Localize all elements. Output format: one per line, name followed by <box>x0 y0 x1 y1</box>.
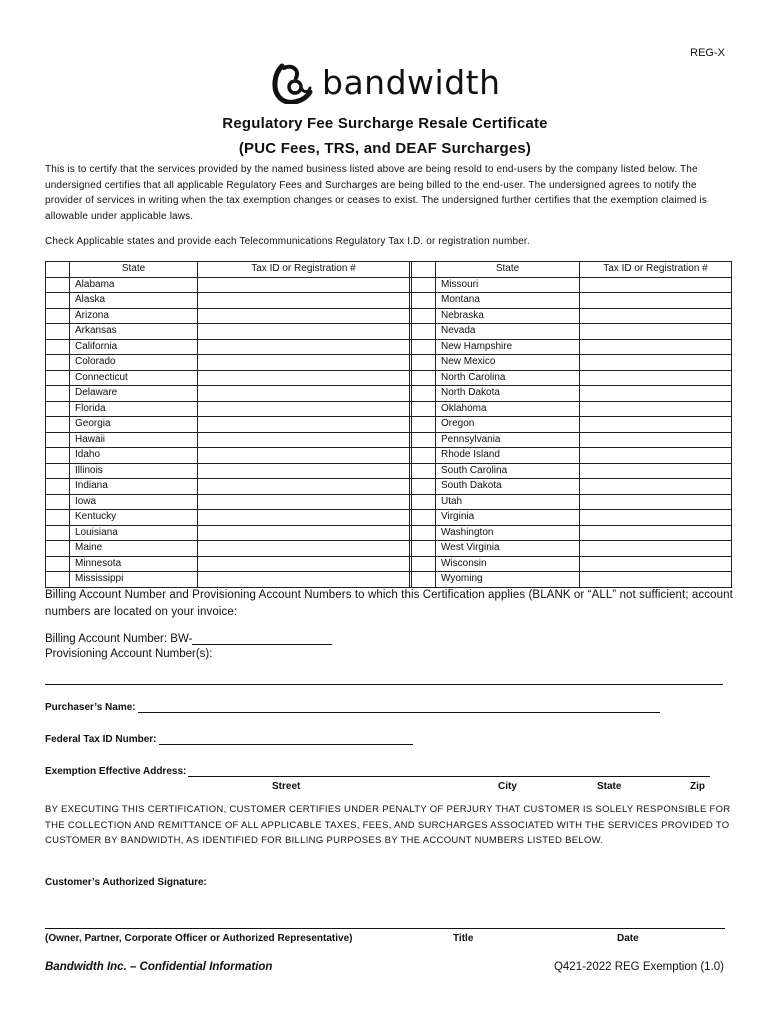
state-checkbox[interactable] <box>412 510 436 526</box>
billing-account-row <box>45 631 332 645</box>
state-name: Montana <box>436 293 580 309</box>
state-name: Washington <box>436 525 580 541</box>
state-checkbox[interactable] <box>46 308 70 324</box>
tax-id-field[interactable] <box>198 339 410 355</box>
state-name: Arkansas <box>70 324 198 340</box>
street-label: Street <box>272 781 301 792</box>
page-title: Regulatory Fee Surcharge Resale Certificate <box>222 115 548 132</box>
tax-id-field[interactable] <box>198 417 410 433</box>
state-checkbox[interactable] <box>412 463 436 479</box>
tax-id-field[interactable] <box>580 417 732 433</box>
federal-tax-row <box>45 733 413 745</box>
tax-id-field[interactable] <box>580 541 732 557</box>
state-name: Rhode Island <box>436 448 580 464</box>
tax-id-field[interactable] <box>198 293 410 309</box>
purchaser-row <box>45 701 660 713</box>
page-subtitle: (PUC Fees, TRS, and DEAF Surcharges) <box>238 140 532 157</box>
state-name: Illinois <box>70 463 198 479</box>
date-label: Date <box>617 933 639 944</box>
state-checkbox[interactable] <box>412 417 436 433</box>
tax-id-field[interactable] <box>198 355 410 371</box>
state-name: Idaho <box>70 448 198 464</box>
state-name: Louisiana <box>70 525 198 541</box>
table-row <box>46 510 732 526</box>
table-row <box>46 401 732 417</box>
state-name: Maine <box>70 541 198 557</box>
document-code: REG-X <box>690 47 725 59</box>
tax-id-field[interactable] <box>580 525 732 541</box>
state-checkbox[interactable] <box>46 401 70 417</box>
state-name: Colorado <box>70 355 198 371</box>
tax-id-field[interactable] <box>198 432 410 448</box>
state-checkbox[interactable] <box>46 510 70 526</box>
state-checkbox[interactable] <box>412 370 436 386</box>
city-label: City <box>498 781 517 792</box>
state-name: South Dakota <box>436 479 580 495</box>
tax-id-field[interactable] <box>198 386 410 402</box>
tax-id-field[interactable] <box>198 479 410 495</box>
tax-id-field[interactable] <box>198 277 410 293</box>
purchaser-label: Purchaser’s Name: <box>45 702 136 713</box>
state-name: Delaware <box>70 386 198 402</box>
state-checkbox[interactable] <box>46 494 70 510</box>
tax-id-field[interactable] <box>580 494 732 510</box>
state-name: Wisconsin <box>436 556 580 572</box>
state-name: West Virginia <box>436 541 580 557</box>
tax-id-field[interactable] <box>198 525 410 541</box>
state-checkbox[interactable] <box>412 308 436 324</box>
table-row <box>46 324 732 340</box>
state-checkbox[interactable] <box>412 448 436 464</box>
state-name: California <box>70 339 198 355</box>
state-name: Oklahoma <box>436 401 580 417</box>
tax-id-field[interactable] <box>580 277 732 293</box>
provisioning-label: Provisioning Account Number(s): <box>45 648 213 660</box>
table-header-row <box>46 262 732 278</box>
state-name: Utah <box>436 494 580 510</box>
state-name: Connecticut <box>70 370 198 386</box>
state-name: Missouri <box>436 277 580 293</box>
state-checkbox[interactable] <box>46 525 70 541</box>
state-checkbox[interactable] <box>412 277 436 293</box>
signature-role-label: (Owner, Partner, Corporate Officer or Authorized Representative) <box>45 933 353 944</box>
table-row <box>46 339 732 355</box>
state-checkbox[interactable] <box>412 556 436 572</box>
tax-id-header: Tax ID or Registration # <box>198 262 410 278</box>
checkbox-header <box>46 262 70 278</box>
tax-id-field[interactable] <box>198 308 410 324</box>
state-checkbox[interactable] <box>46 479 70 495</box>
state-checkbox[interactable] <box>412 293 436 309</box>
title-label: Title <box>453 933 474 944</box>
checkbox-header <box>412 262 436 278</box>
state-name: Pennsylvania <box>436 432 580 448</box>
state-checkbox[interactable] <box>46 556 70 572</box>
state-name: South Carolina <box>436 463 580 479</box>
state-name: Georgia <box>70 417 198 433</box>
tax-id-field[interactable] <box>198 370 410 386</box>
tax-id-field[interactable] <box>580 293 732 309</box>
logo-wordmark: bandwidth <box>322 62 501 102</box>
tax-id-field[interactable] <box>580 572 732 588</box>
table-row <box>46 386 732 402</box>
state-name: Indiana <box>70 479 198 495</box>
state-checkbox[interactable] <box>412 572 436 588</box>
tax-id-field[interactable] <box>198 324 410 340</box>
state-checkbox[interactable] <box>412 494 436 510</box>
exemption-address-row <box>45 765 710 777</box>
state-label: State <box>597 781 622 792</box>
signature-label: Customer’s Authorized Signature: <box>45 877 207 888</box>
tax-id-field[interactable] <box>198 541 410 557</box>
state-checkbox[interactable] <box>412 386 436 402</box>
purchaser-name-field[interactable] <box>138 701 660 713</box>
state-name: Nevada <box>436 324 580 340</box>
table-row <box>46 293 732 309</box>
state-checkbox[interactable] <box>412 324 436 340</box>
table-row <box>46 479 732 495</box>
state-checkbox[interactable] <box>412 541 436 557</box>
tax-id-header: Tax ID or Registration # <box>580 262 732 278</box>
state-header: State <box>70 262 198 278</box>
state-checkbox[interactable] <box>46 448 70 464</box>
states-table <box>45 261 732 588</box>
legal-statement: BY EXECUTING THIS CERTIFICATION, CUSTOMER CERTIFIES UNDER PENALTY OF PERJURY THAT CUSTOMER IS SOLELY RESPONSIBLE FOR THE COLLECTION AND REMITTANCE OF ALL APPLICABLE TAXES, FEES, AND SURCHARGES ASSOCIATED WITH THE SERVICES PROVIDED TO CUSTOMER BY BANDWIDTH, AS IDENTIFIED FOR BILLING PURPOSES BY THE ACCOUNT NUMBERS LISTED BELOW. <box>45 804 731 846</box>
tax-id-field[interactable] <box>198 556 410 572</box>
state-name: Virginia <box>436 510 580 526</box>
zip-label: Zip <box>690 781 705 792</box>
table-row <box>46 572 732 588</box>
state-name: New Mexico <box>436 355 580 371</box>
table-row <box>46 463 732 479</box>
table-row <box>46 355 732 371</box>
tax-id-field[interactable] <box>580 432 732 448</box>
tax-id-field[interactable] <box>580 479 732 495</box>
tax-id-field[interactable] <box>580 386 732 402</box>
signature-field[interactable] <box>45 928 725 929</box>
state-checkbox[interactable] <box>46 463 70 479</box>
state-checkbox[interactable] <box>412 401 436 417</box>
state-checkbox[interactable] <box>412 525 436 541</box>
state-checkbox[interactable] <box>46 386 70 402</box>
state-checkbox[interactable] <box>46 277 70 293</box>
state-checkbox[interactable] <box>46 541 70 557</box>
tax-id-field[interactable] <box>580 401 732 417</box>
state-name: Kentucky <box>70 510 198 526</box>
state-name: Oregon <box>436 417 580 433</box>
exemption-address-field[interactable] <box>188 765 710 777</box>
state-checkbox[interactable] <box>46 339 70 355</box>
tax-id-field[interactable] <box>580 308 732 324</box>
tax-id-field[interactable] <box>198 494 410 510</box>
state-name: New Hampshire <box>436 339 580 355</box>
state-name: Iowa <box>70 494 198 510</box>
tax-id-field[interactable] <box>580 463 732 479</box>
table-row <box>46 417 732 433</box>
footer-confidential: Bandwidth Inc. – Confidential Information <box>45 961 273 973</box>
tax-id-field[interactable] <box>198 401 410 417</box>
tax-id-field[interactable] <box>580 556 732 572</box>
table-row <box>46 432 732 448</box>
state-checkbox[interactable] <box>46 355 70 371</box>
tax-id-field[interactable] <box>580 355 732 371</box>
billing-account-field[interactable] <box>192 631 332 645</box>
table-row <box>46 556 732 572</box>
state-name: Mississippi <box>70 572 198 588</box>
check-instruction: Check Applicable states and provide each Telecommunications Regulatory Tax I.D. or registration number. <box>45 236 530 247</box>
state-name: Wyoming <box>436 572 580 588</box>
tax-id-field[interactable] <box>580 339 732 355</box>
tax-id-field[interactable] <box>198 463 410 479</box>
federal-tax-id-field[interactable] <box>159 733 413 745</box>
table-row <box>46 277 732 293</box>
table-row <box>46 308 732 324</box>
state-name: Arizona <box>70 308 198 324</box>
table-row <box>46 448 732 464</box>
exemption-address-label: Exemption Effective Address: <box>45 766 187 777</box>
billing-paragraph: Billing Account Number and Provisioning Account Numbers to which this Certification applies (BLANK or “ALL” not sufficient; account numbers are located on your invoice: <box>45 589 733 618</box>
state-checkbox[interactable] <box>46 572 70 588</box>
state-checkbox[interactable] <box>412 432 436 448</box>
state-name: Nebraska <box>436 308 580 324</box>
bandwidth-logo-icon <box>270 60 320 104</box>
state-header: State <box>436 262 580 278</box>
tax-id-field[interactable] <box>580 510 732 526</box>
federal-tax-label: Federal Tax ID Number: <box>45 734 157 745</box>
state-name: North Carolina <box>436 370 580 386</box>
intro-paragraph: This is to certify that the services provided by the named business listed above are being resold to end-users by the company listed below. The undersigned certifies that all applicable Regulatory Fees and Surcharges are being billed to the end-user. The undersigned agrees to notify the provider of services in writing when the tax exemption changes or ceases to exist. The undersigned further certifies that the exemption claimed is allowable under applicable laws. <box>45 164 708 222</box>
bandwidth-logo <box>270 60 501 104</box>
tax-id-field[interactable] <box>198 448 410 464</box>
state-checkbox[interactable] <box>46 432 70 448</box>
table-row <box>46 541 732 557</box>
state-checkbox[interactable] <box>412 339 436 355</box>
table-row <box>46 370 732 386</box>
table-row <box>46 494 732 510</box>
state-checkbox[interactable] <box>46 370 70 386</box>
state-checkbox[interactable] <box>46 417 70 433</box>
state-name: Hawaii <box>70 432 198 448</box>
state-name: Minnesota <box>70 556 198 572</box>
state-name: Florida <box>70 401 198 417</box>
state-checkbox[interactable] <box>46 293 70 309</box>
state-checkbox[interactable] <box>46 324 70 340</box>
billing-account-label: Billing Account Number: BW- <box>45 633 193 645</box>
tax-id-field[interactable] <box>580 370 732 386</box>
state-name: Alabama <box>70 277 198 293</box>
state-name: Alaska <box>70 293 198 309</box>
tax-id-field[interactable] <box>580 324 732 340</box>
state-checkbox[interactable] <box>412 355 436 371</box>
tax-id-field[interactable] <box>198 572 410 588</box>
state-name: North Dakota <box>436 386 580 402</box>
footer-form-id: Q421-2022 REG Exemption (1.0) <box>553 961 724 973</box>
tax-id-field[interactable] <box>580 448 732 464</box>
state-checkbox[interactable] <box>412 479 436 495</box>
table-row <box>46 525 732 541</box>
tax-id-field[interactable] <box>198 510 410 526</box>
provisioning-account-field[interactable] <box>45 684 723 685</box>
